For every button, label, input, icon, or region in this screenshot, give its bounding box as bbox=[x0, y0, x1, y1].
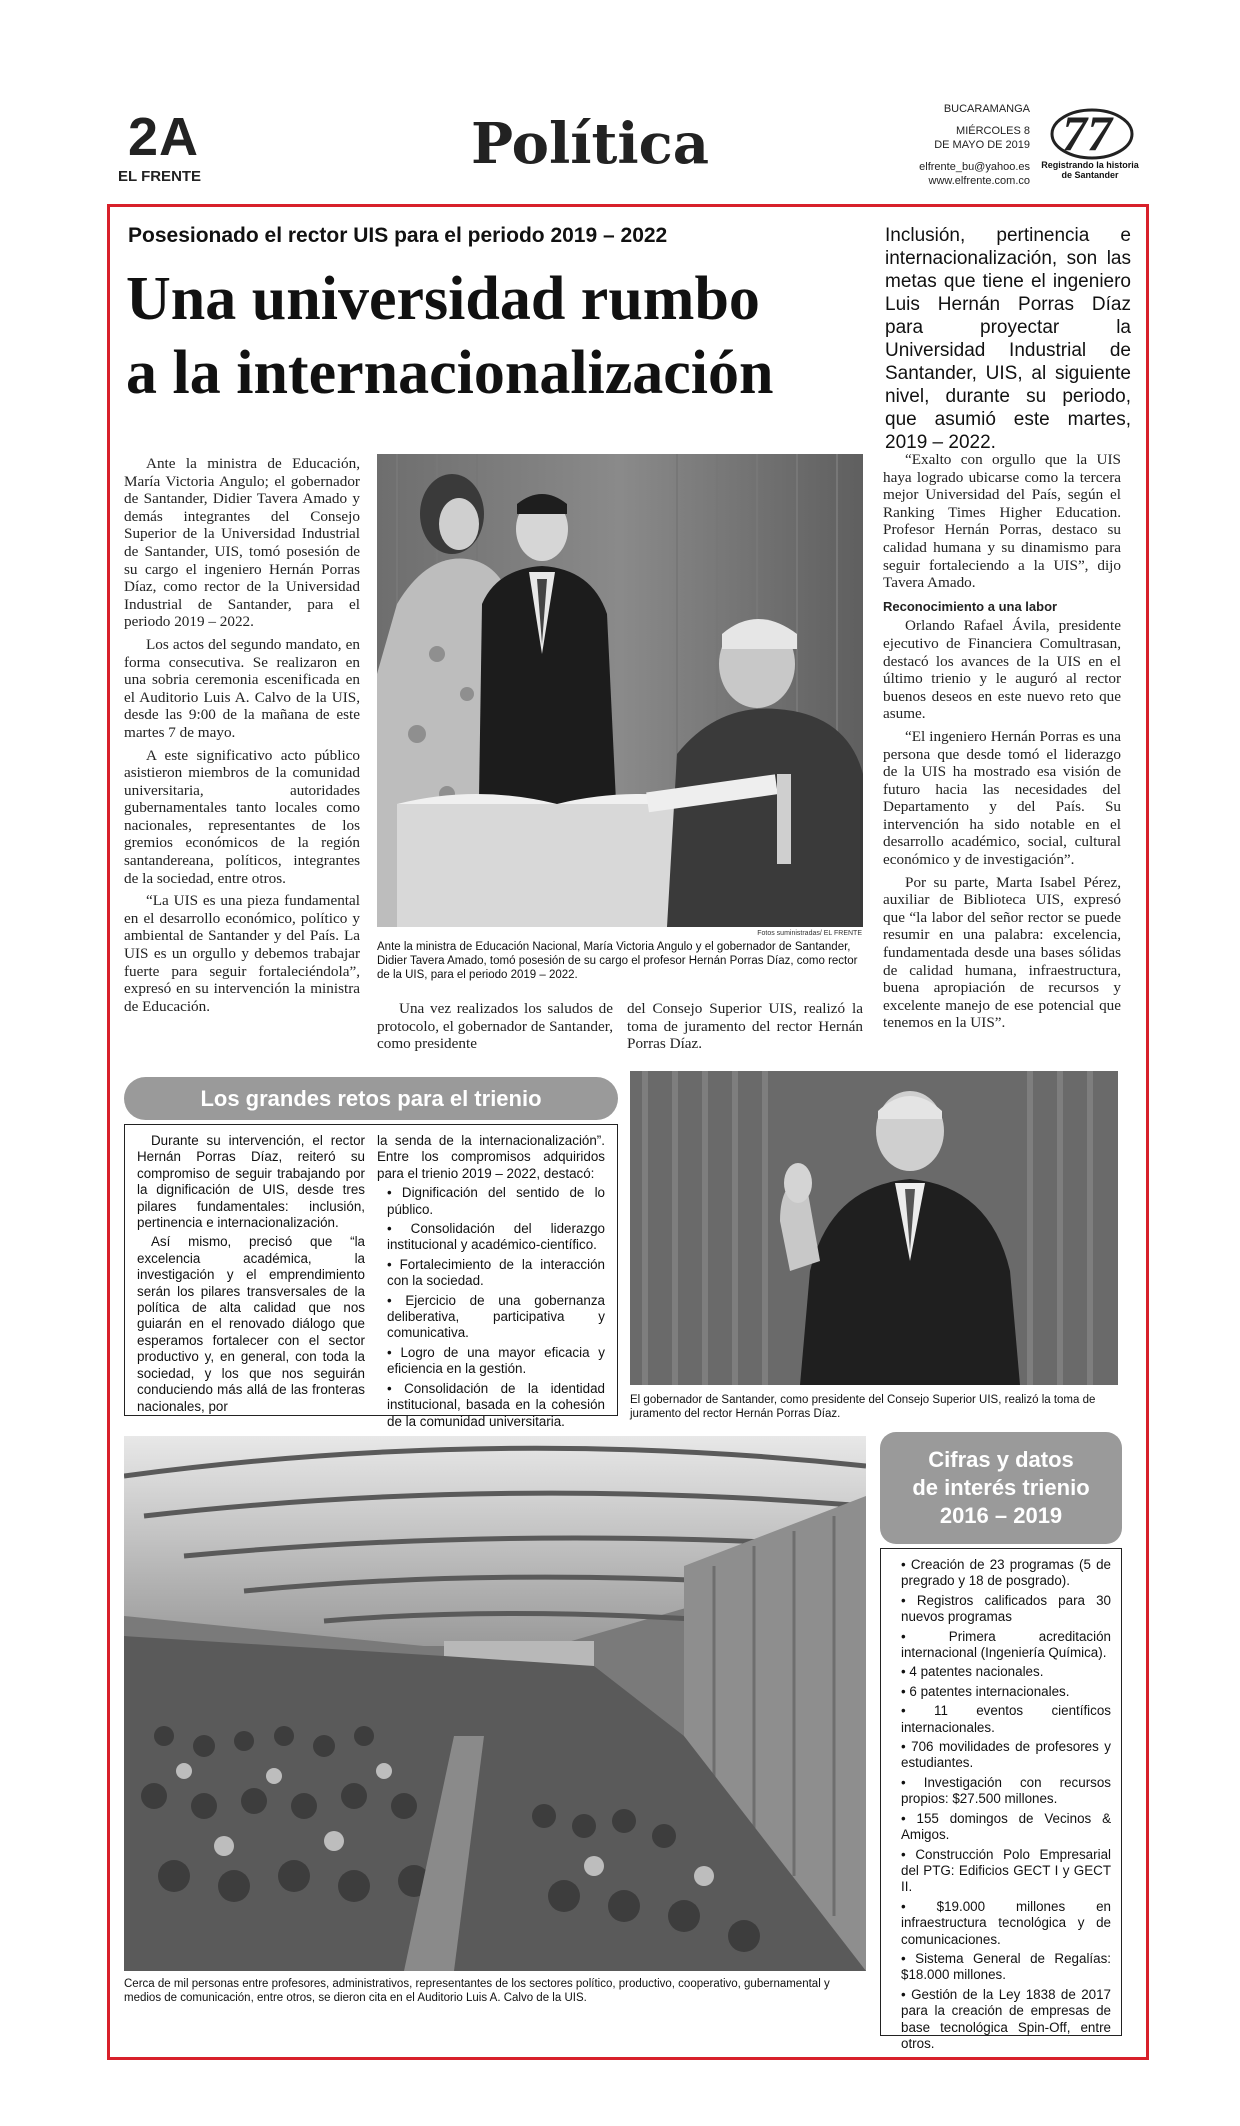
retos-paragraph: Así mismo, precisó que “la excelencia académica, la investigación y el emprendimiento serán los pilares transversales de la política de alta calidad que nos guiarán en el renovado diálogo que esperamos fortalecer con el sector productivo y, en general, con toda la sociedad, y los que nos seguirán conduciendo más allá de las fronteras nacionales, por bbox=[137, 1234, 365, 1414]
mid-paragraph-a: Una vez realizados los saludos de protocolo, el gobernador de Santander, como presidente bbox=[377, 1000, 613, 1053]
photo-oath bbox=[630, 1071, 1118, 1385]
photo-auditorium bbox=[124, 1436, 866, 1971]
section-title: Política bbox=[470, 111, 710, 177]
logo-77-icon bbox=[1040, 104, 1140, 160]
photo1-caption: Ante la ministra de Educación Nacional, María Victoria Angulo y el gobernador de Santander, Didier Tavera Amado, tomó posesión de su cargo el profesor Hernán Porras Díaz, como rector de la UIS, para el periodo 2019 – 2022. bbox=[377, 941, 858, 981]
photo-ceremony bbox=[377, 454, 863, 927]
header-email[interactable]: elfrente_bu@yahoo.es bbox=[919, 161, 1030, 173]
cifras-item: • Registros calificados para 30 nuevos programas bbox=[901, 1592, 1111, 1625]
header-info bbox=[900, 102, 1030, 188]
anniversary-logo bbox=[1040, 104, 1140, 190]
header-date-2: DE MAYO DE 2019 bbox=[934, 139, 1030, 151]
col3-paragraph: “El ingeniero Hernán Porras es una persona que desde tomó el liderazgo de la UIS ha mostrado esa visión de futuro hacia las necesidades del Departamento y del País. Su intervención ha sido notable en el desarrollo académico, social, cultural económico y de investigación”. bbox=[883, 727, 1121, 869]
body-column-3 bbox=[883, 451, 1121, 1037]
paper-name: EL FRENTE bbox=[118, 168, 202, 185]
retos-bullet: • Dignificación del sentido de lo público. bbox=[387, 1185, 605, 1217]
photo3-caption: Cerca de mil personas entre profesores, administrativos, representantes de los sectores político, productivo, cooperativo, gubernamental y medios de comunicación, entre otros, se dieron cita en el Auditorio Luis A. Calvo de la UIS. bbox=[124, 1978, 830, 2004]
mid-paragraph-b: del Consejo Superior UIS, realizó la toma de juramento del rector Hernán Porras Díaz. bbox=[627, 1000, 863, 1053]
col3-paragraph: Orlando Rafael Ávila, presidente ejecutivo de Financiera Comultrasan, destacó los avances de la UIS en el último trienio y le auguró al rector buenos deseos en este nuevo reto que asume. bbox=[883, 617, 1121, 723]
mid-column-b bbox=[627, 1000, 863, 1058]
retos-bullet: • Consolidación de la identidad institucional, basada en la cohesión de la comunidad universitaria. bbox=[387, 1380, 605, 1429]
col1-paragraph: Los actos del segundo mandato, en forma consecutiva. Se realizaron en una sobria ceremonia escenificada en el Auditorio Luis A. Calvo de la UIS, desde las 9:00 de la mañana de este martes 7 de mayo. bbox=[124, 635, 360, 741]
col3-paragraph: Por su parte, Marta Isabel Pérez, auxiliar de Biblioteca UIS, expresó que “la labor del señor rector se puede resumir en una palabra: excelencia, fundamentada desde una bases sólidas de calidad humana, infraestructura, buena apropiación de recursos y excelente manejo de ese potencial que tenemos en la UIS”. bbox=[883, 873, 1121, 1032]
headline-line-2: a la internacionalización bbox=[126, 339, 774, 407]
retos-bullet: • Logro de una mayor eficacia y eficiencia en la gestión. bbox=[387, 1344, 605, 1377]
retos-bullet: • Consolidación del liderazgo institucional y académico-científico. bbox=[387, 1221, 605, 1253]
cifras-item: • Investigación con recursos propios: $27.500 millones. bbox=[901, 1774, 1111, 1807]
retos-right-column bbox=[377, 1133, 605, 1433]
cifras-item: • Primera acreditación internacional (Ingeniería Química). bbox=[901, 1628, 1111, 1661]
cifras-item: • Construcción Polo Empresarial del PTG: Edificios GECT I y GECT II. bbox=[901, 1846, 1111, 1895]
col3-paragraph: “Exalto con orgullo que la UIS haya logrado ubicarse como la tercera mejor Universidad del País, según el Ranking Times Higher Education. Profesor Hernán Porras, destaco su calidad humana y su dinamismo para seguir fortaleciendo a la UIS”, dijo Tavera Amado. bbox=[883, 451, 1121, 592]
page-number: 2A bbox=[128, 107, 200, 167]
cifras-item: • Sistema General de Regalías: $18.000 millones. bbox=[901, 1950, 1111, 1983]
article-headline bbox=[126, 262, 876, 410]
cifras-item: • 6 patentes internacionales. bbox=[901, 1683, 1070, 1699]
retos-intro: la senda de la internacionalización”. Entre los compromisos adquiridos para el trienio 2019 – 2022, destacó: bbox=[377, 1133, 605, 1181]
col1-paragraph: A este significativo acto público asistieron miembros de la comunidad universitaria, autoridades gubernamentales tanto locales como nacionales, representantes de los gremios económicos de la región santandereana, políticos, integrantes de la sociedad, entre otros. bbox=[124, 746, 360, 887]
retos-box bbox=[124, 1124, 618, 1429]
header-website[interactable]: www.elfrente.com.co bbox=[928, 175, 1030, 187]
cifras-item: • 4 patentes nacionales. bbox=[901, 1664, 1044, 1680]
cifras-item: • 706 movilidades de profesores y estudiantes. bbox=[901, 1739, 1111, 1771]
photo2-caption: El gobernador de Santander, como presidente del Consejo Superior UIS, realizó la toma de juramento del rector Hernán Porras Díaz. bbox=[630, 1394, 1096, 1420]
retos-bullet: • Ejercicio de una gobernanza deliberativa, participativa y comunicativa. bbox=[387, 1292, 605, 1341]
cifras-title-3: 2016 – 2019 bbox=[939, 1503, 1063, 1528]
article-lead: Inclusión, pertinencia e internacionalización, son las metas que tiene el ingeniero Luis Hernán Porras Díaz para proyectar la Universidad Industrial de Santander, UIS, al siguiente nivel, durante su periodo, que asumió este martes, 2019 – 2022. bbox=[885, 225, 1131, 453]
headline-line-1: Una universidad rumbo bbox=[126, 265, 760, 333]
mid-column-a bbox=[377, 1000, 613, 1058]
photo1-credit: Fotos suministradas/ EL FRENTE bbox=[757, 930, 862, 937]
cifras-title-1: Cifras y datos bbox=[928, 1447, 1074, 1472]
cifras-list bbox=[880, 1548, 1122, 2051]
cifras-item: • 155 domingos de Vecinos & Amigos. bbox=[901, 1810, 1111, 1843]
cifras-item: • $19.000 millones en infraestructura tecnológica y de comunicaciones. bbox=[901, 1898, 1111, 1947]
retos-banner: Los grandes retos para el trienio bbox=[124, 1077, 618, 1120]
cifras-item: • Gestión de la Ley 1838 de 2017 para la creación de empresas de base tecnológica Spin-Off, entre otros. bbox=[901, 1986, 1111, 2051]
col1-paragraph: Ante la ministra de Educación, María Victoria Angulo; el gobernador de Santander, Didier Tavera Amado y demás integrantes del Consejo Superior de la Universidad Industrial de Santander, UIS, tomó posesión de su cargo el ingeniero Hernán Porras Díaz, como rector de la Universidad Industrial de Santander, para el periodo 2019 – 2022. bbox=[124, 455, 360, 631]
cifras-item: • 11 eventos científicos internacionales. bbox=[901, 1703, 1111, 1735]
retos-paragraph: Durante su intervención, el rector Hernán Porras Díaz, reiteró su compromiso de seguir trabajando por la dignificación de UIS, desde tres pilares fundamentales: inclusión, pertinencia e internacionalización. bbox=[137, 1133, 365, 1231]
cifras-title-2: de interés trienio bbox=[912, 1475, 1090, 1500]
svg-text:77: 77 bbox=[1062, 105, 1112, 160]
col3-subhead: Reconocimiento a una labor bbox=[883, 598, 1058, 614]
cifras-heading bbox=[880, 1432, 1122, 1544]
body-column-1 bbox=[124, 455, 360, 1020]
retos-bullet: • Fortalecimiento de la interacción con la sociedad. bbox=[387, 1256, 605, 1289]
article-kicker: Posesionado el rector UIS para el periodo 2019 – 2022 bbox=[128, 224, 668, 247]
header-date-1: MIÉRCOLES 8 bbox=[956, 125, 1030, 137]
retos-left-column bbox=[137, 1133, 365, 1418]
cifras-item: • Creación de 23 programas (5 de pregrado y 18 de posgrado). bbox=[901, 1557, 1111, 1589]
col1-paragraph: “La UIS es una pieza fundamental en el desarrollo económico, político y ambiental de Santander y del País. La UIS es un orgullo y debemos trabajar fuerte para seguir fortaleciéndola”, expresó en su intervención la ministra de Educación. bbox=[124, 892, 360, 1015]
header-city: BUCARAMANGA bbox=[943, 103, 1030, 115]
logo-caption: Registrando la historia de Santander bbox=[1041, 160, 1139, 180]
